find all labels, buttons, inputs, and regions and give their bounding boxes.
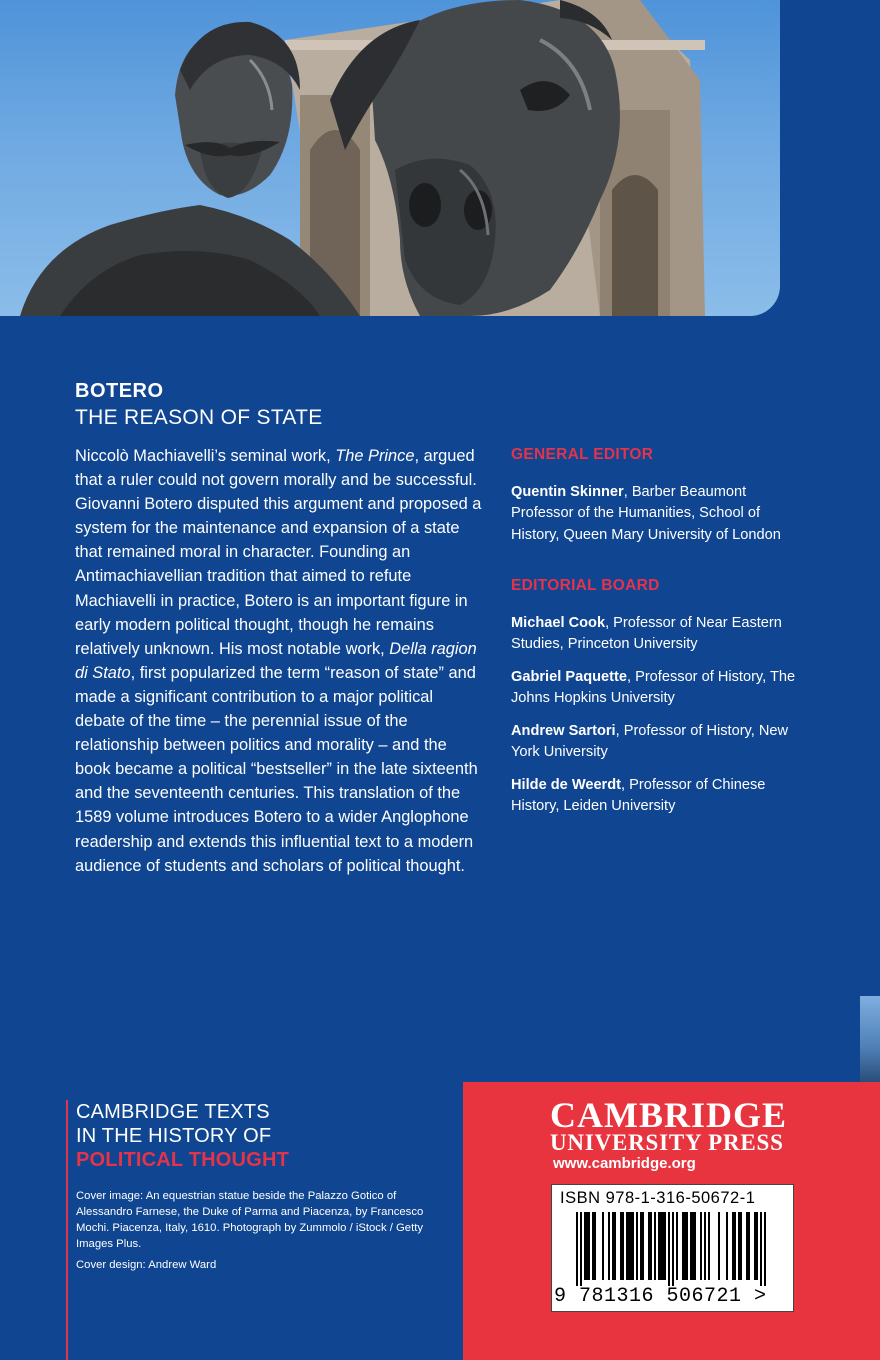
barcode-bar	[628, 1212, 630, 1280]
barcode-bar	[612, 1212, 614, 1280]
barcode-bar	[660, 1212, 662, 1280]
barcode-bar	[726, 1212, 728, 1280]
editors-column	[511, 444, 811, 829]
barcode-bar	[658, 1212, 660, 1280]
barcode-bar	[732, 1212, 734, 1280]
barcode-bar	[756, 1212, 758, 1280]
barcode-bar	[694, 1212, 696, 1280]
barcode-bar	[740, 1212, 742, 1280]
barcode-bar	[704, 1212, 706, 1280]
barcode-bar	[764, 1212, 766, 1286]
cover-image-credit: Cover image: An equestrian statue beside the Palazzo Gotico of Alessandro Farnese, the Duke of Parma and Piacenza, by Francesco Mochi. Piacenza, Italy, 1610. Photograph by Zummolo / iStock / Getty Images Plus.	[76, 1190, 424, 1250]
barcode-bar	[748, 1212, 750, 1280]
barcode-bar	[580, 1212, 582, 1286]
editor-name: Quentin Skinner	[511, 483, 624, 500]
barcode-bar	[632, 1212, 634, 1280]
barcode-bar	[708, 1212, 710, 1280]
board-member-role: , Professor of History, New York University	[511, 722, 789, 760]
barcode-bar	[754, 1212, 756, 1280]
barcode-bar	[586, 1212, 588, 1280]
barcode-bar	[650, 1212, 652, 1280]
board-member-role: , Professor of History, The Johns Hopkins University	[511, 668, 796, 706]
book-title-block	[75, 378, 323, 432]
barcode-bar	[738, 1212, 740, 1280]
board-member-name: Hilde de Weerdt	[511, 776, 622, 793]
publisher-logo-name: CAMBRIDGE	[550, 1095, 788, 1135]
barcode-bar	[686, 1212, 688, 1280]
barcode-bar	[664, 1212, 666, 1280]
board-member-entry	[511, 667, 811, 710]
barcode-bar	[588, 1212, 590, 1280]
barcode-bar	[640, 1212, 642, 1280]
blurb-part: , first popularized the term “reason of state” and made a significant contribution to a major political debate of the time – the perennial issue of the relationship between politics and morality – and the book became a political “bestseller” in the late sixteenth and the seventeenth centuries. This translation of the 1589 volume introduces Botero to a wider Anglophone readership and extends this influential text to a modern audience of students and scholars of political thought.	[75, 663, 478, 875]
barcode-bar	[662, 1212, 664, 1280]
barcode-bar	[602, 1212, 604, 1280]
series-title-line: CAMBRIDGE TEXTS	[76, 1101, 270, 1123]
isbn-barcode	[551, 1184, 794, 1312]
spine-photo-strip	[860, 996, 880, 1082]
board-member-name: Andrew Sartori	[511, 722, 616, 739]
board-member-entry	[511, 775, 811, 818]
barcode-bar	[718, 1212, 720, 1280]
board-member-entry	[511, 721, 811, 764]
series-block	[66, 1100, 456, 1360]
blurb-italic-title: Della ragion di Stato	[75, 639, 477, 682]
barcode-bar	[594, 1212, 596, 1280]
author-name: BOTERO	[75, 380, 164, 402]
barcode-bar	[746, 1212, 748, 1280]
series-title-line: IN THE HISTORY OF	[76, 1125, 272, 1147]
barcode-bar	[636, 1212, 638, 1280]
editor-entry	[511, 482, 811, 547]
board-member-name: Michael Cook	[511, 614, 606, 631]
editorial-board-heading: EDITORIAL BOARD	[511, 577, 660, 594]
barcode-bar	[690, 1212, 692, 1280]
series-title-highlight: POLITICAL THOUGHT	[76, 1149, 290, 1171]
board-member-role: , Professor of Near Eastern Studies, Princeton University	[511, 614, 782, 652]
board-member-name: Gabriel Paquette	[511, 668, 627, 685]
statue-illustration	[0, 0, 780, 316]
barcode-bar	[584, 1212, 586, 1280]
board-member-role: , Professor of Chinese History, Leiden University	[511, 776, 766, 814]
cover-design-credit: Cover design: Andrew Ward	[76, 1259, 217, 1271]
barcode-bar	[672, 1212, 674, 1286]
blurb-italic-title: The Prince	[335, 447, 415, 465]
barcode-bars	[562, 1212, 783, 1286]
cover-photo	[0, 0, 780, 316]
barcode-bar	[648, 1212, 650, 1280]
general-editor-heading: GENERAL EDITOR	[511, 446, 654, 463]
book-title: THE REASON OF STATE	[75, 406, 323, 429]
editor-role: , Barber Beaumont Professor of the Humanities, School of History, Queen Mary University of London	[511, 483, 781, 543]
barcode-bar	[700, 1212, 702, 1280]
publisher-url: www.cambridge.org	[553, 1155, 696, 1172]
barcode-bar	[626, 1212, 628, 1280]
barcode-bar	[760, 1212, 762, 1286]
barcode-bar	[576, 1212, 578, 1286]
barcode-bar	[654, 1212, 656, 1280]
barcode-bar	[692, 1212, 694, 1280]
board-member-entry	[511, 613, 811, 656]
barcode-bar	[620, 1212, 622, 1280]
barcode-bar	[622, 1212, 624, 1280]
publisher-logo-press: UNIVERSITY PRESS	[550, 1130, 784, 1155]
barcode-bar	[614, 1212, 616, 1280]
barcode-bar	[630, 1212, 632, 1280]
barcode-bar	[668, 1212, 670, 1286]
barcode-bar	[684, 1212, 686, 1280]
blurb-text	[75, 444, 485, 878]
barcode-bar	[734, 1212, 736, 1280]
barcode-bar	[676, 1212, 678, 1280]
barcode-digits: 9 781316 506721 >	[554, 1285, 767, 1308]
blurb-part: , argued that a ruler could not govern morally and be successful. Giovanni Botero disputed this argument and proposed a system for the maintenance and expansion of a state that remained moral in character. Founding an Antimachiavellian tradition that aimed to refute Machiavelli in practice, Botero is an important figure in early modern political thought, though he remains relatively unknown. His most notable work,	[75, 447, 482, 658]
barcode-bar	[608, 1212, 610, 1280]
blurb-part: Niccolò Machiavelli’s seminal work,	[75, 447, 336, 465]
barcode-bar	[682, 1212, 684, 1280]
isbn-text: ISBN 978-1-316-50672-1	[560, 1189, 756, 1207]
barcode-bar	[592, 1212, 594, 1280]
barcode-bar	[642, 1212, 644, 1280]
